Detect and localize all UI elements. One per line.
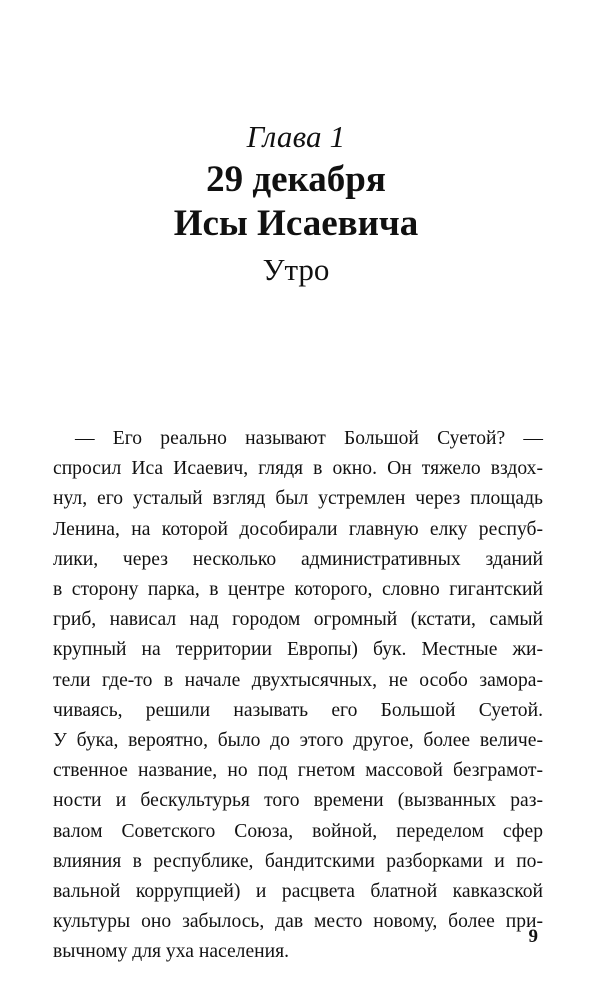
chapter-subtitle: Утро: [262, 252, 330, 287]
text-line: тели где-то в начале двухтысячных, не особо замора-: [53, 669, 543, 691]
text-line: вальной коррупцией) и расцвета блатной кавказской: [53, 881, 543, 903]
chapter-heading: [0, 118, 592, 290]
text-line: — Его реально называют Большой Суетой? —: [75, 428, 543, 449]
text-line: Ленина, на которой дособирали главную елку респуб-: [53, 518, 543, 540]
chapter-label: Глава 1: [246, 119, 346, 154]
text-line: ственное название, но под гнетом массовой безграмот-: [53, 760, 543, 782]
text-line: лики, через несколько административных зданий: [53, 548, 543, 570]
text-line: крупный на территории Европы) бук. Местные жи-: [53, 639, 543, 661]
chapter-title-line-2: Исы Исаевича: [173, 203, 419, 244]
chapter-title-line-1: 29 декабря: [206, 159, 386, 200]
text-line: влияния в республике, бандитскими разборками и по-: [53, 850, 543, 872]
chapter-title: [0, 158, 592, 246]
text-line: чиваясь, решили называть его Большой Суетой.: [53, 699, 543, 721]
text-line: спросил Иса Исаевич, глядя в окно. Он тяжело вздох-: [53, 458, 543, 480]
text-line: ности и бескультурья того времени (вызванных раз-: [53, 790, 543, 812]
text-line: культуры оно забылось, дав место новому, более при-: [53, 911, 543, 933]
text-line: валом Советского Союза, войной, переделом сфер: [53, 820, 543, 842]
text-line: У бука, вероятно, было до этого другое, более величе-: [53, 730, 543, 752]
text-line: нул, его усталый взгляд был устремлен через площадь: [53, 488, 543, 510]
text-line: вычному для уха населения.: [53, 941, 290, 963]
page-number: 9: [528, 926, 538, 947]
body-paragraph: [53, 424, 543, 968]
text-line: гриб, нависал над городом огромный (кстати, самый: [53, 609, 543, 631]
text-line: в сторону парка, в центре которого, словно гигантский: [53, 579, 543, 601]
